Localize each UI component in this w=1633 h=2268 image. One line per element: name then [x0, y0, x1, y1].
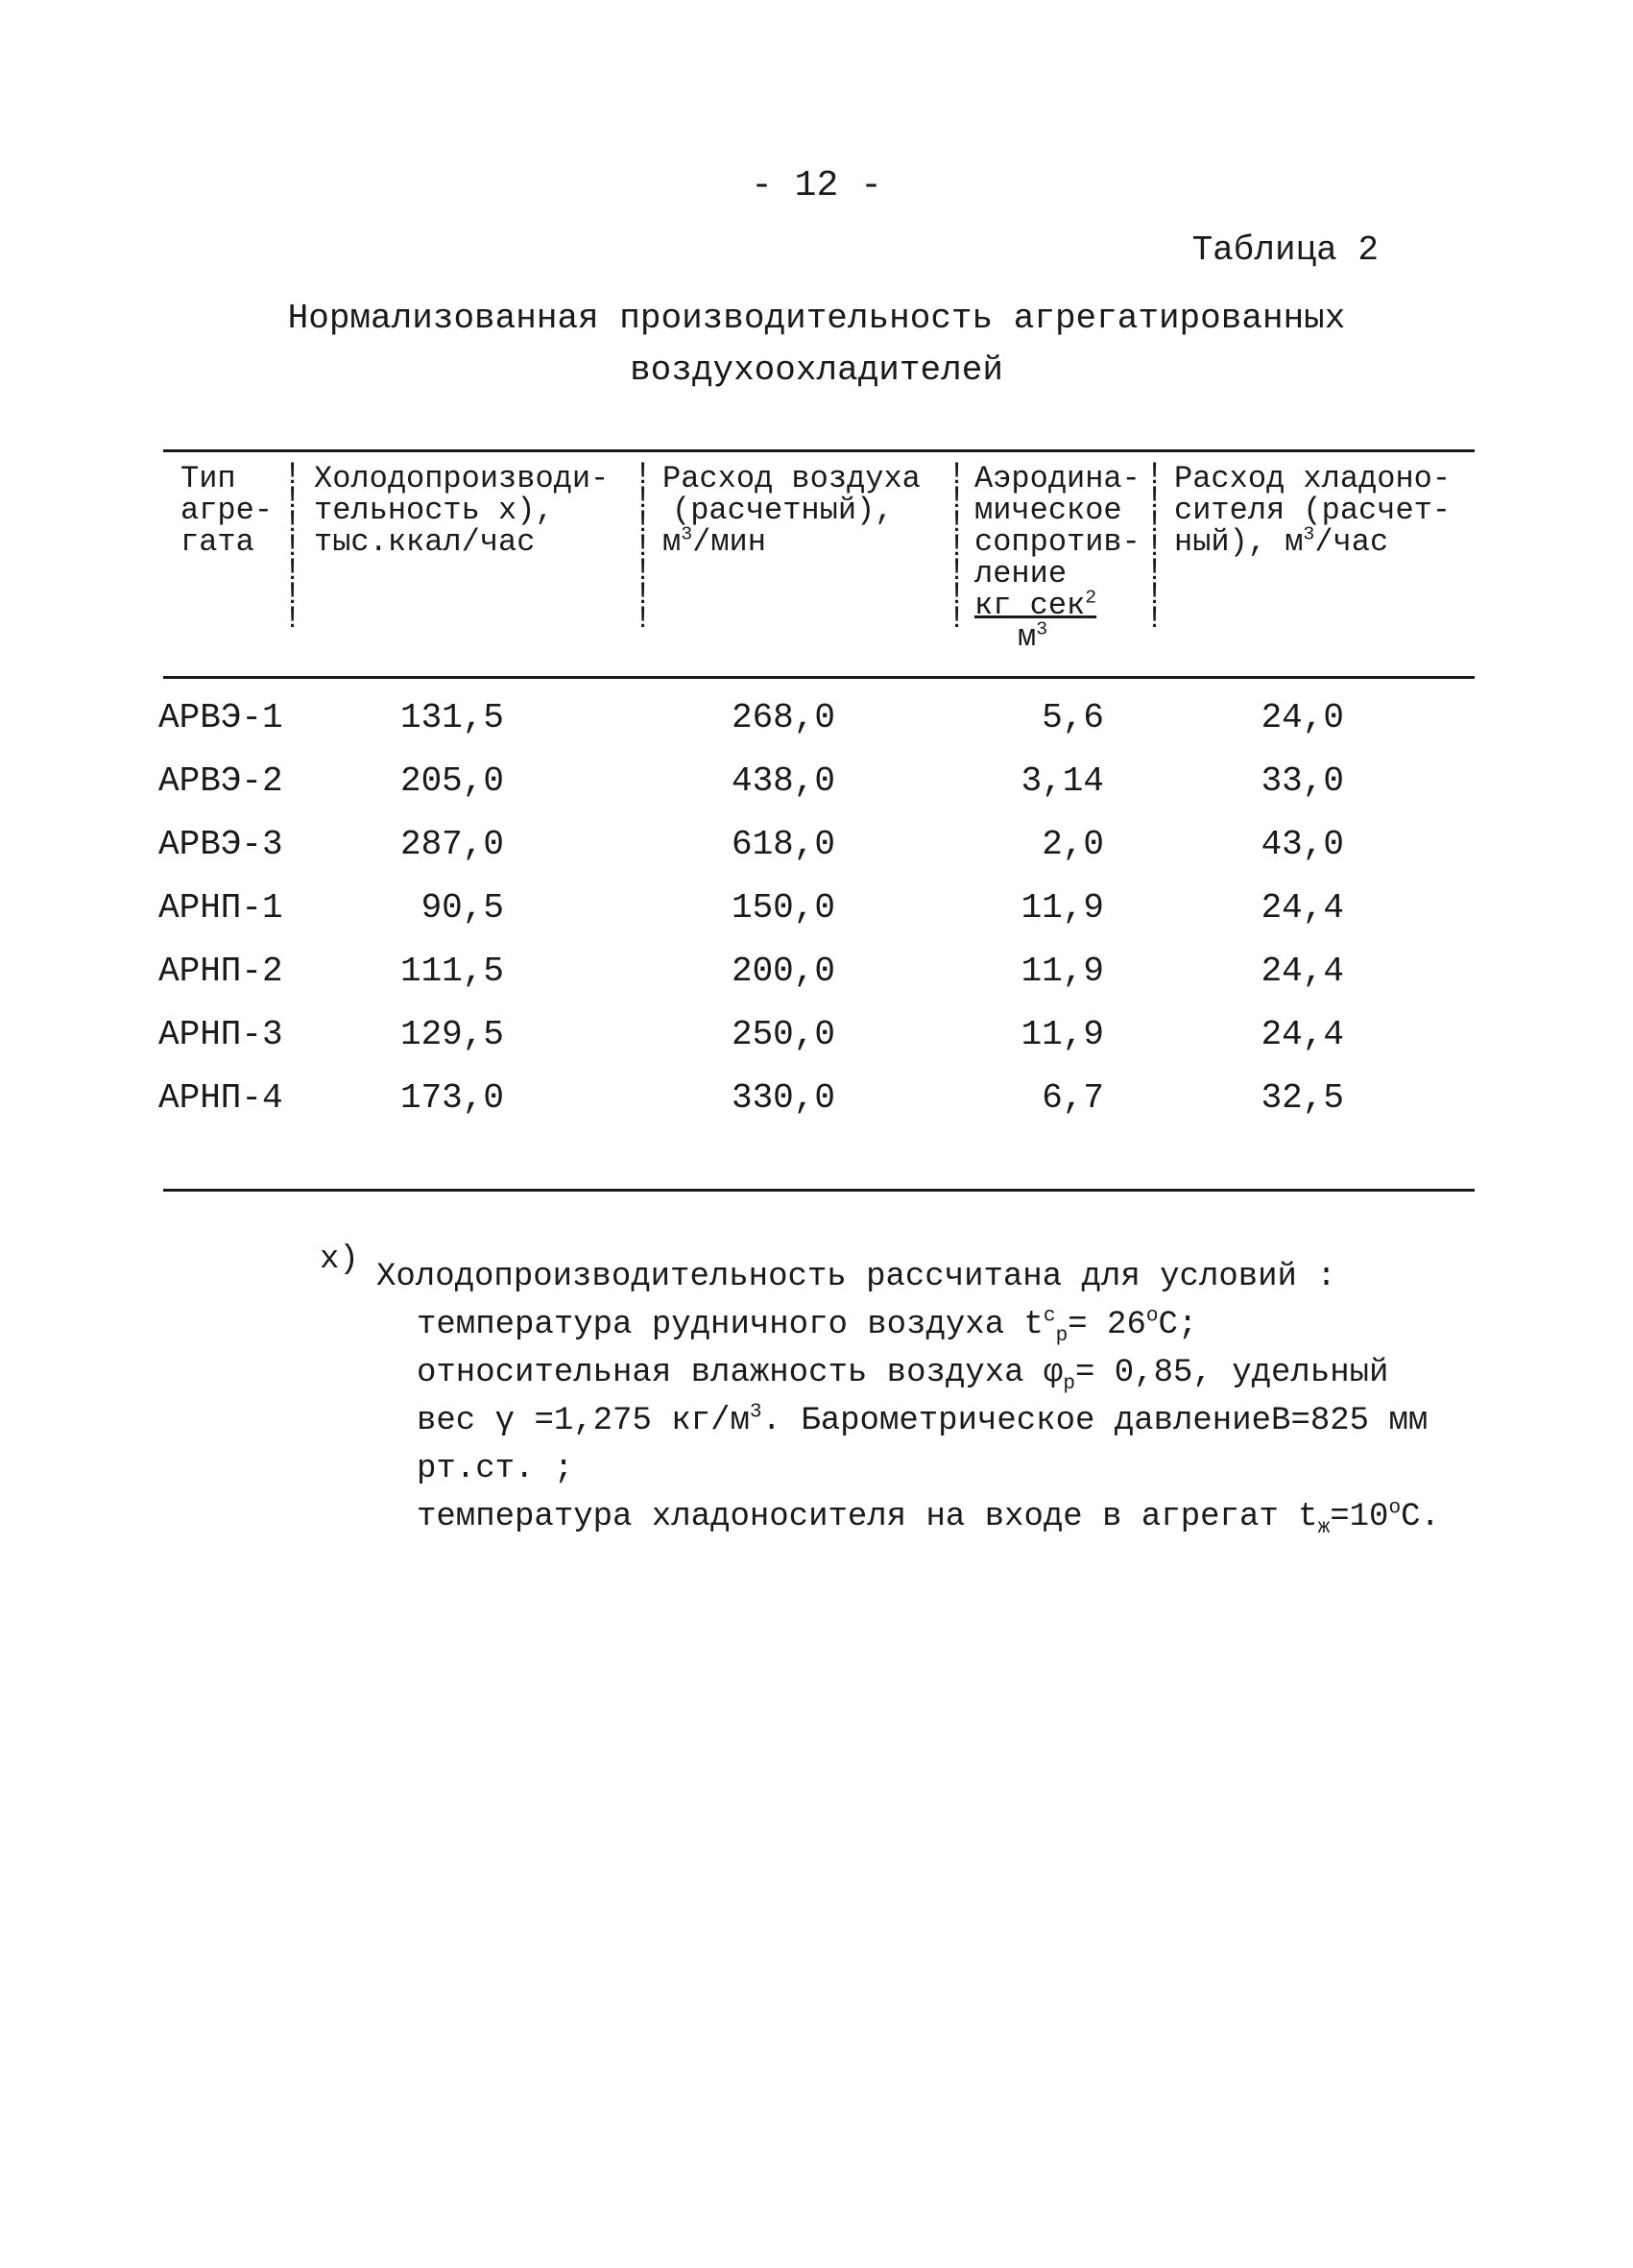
cell-air-flow: 268,0: [731, 698, 835, 737]
cell-cold-capacity: 129,5: [399, 1015, 504, 1054]
table-label: Таблица 2: [1191, 230, 1379, 270]
t-symbol: $t^с_р$: [1023, 1304, 1069, 1347]
footnote-line-3: относительная влажность воздуха $\varphi_р= 0,85$, удельный: [417, 1355, 1389, 1395]
cell-aero-resistance: 11,9: [1021, 952, 1104, 991]
cell-air-flow: 200,0: [731, 952, 835, 991]
cell-cold-capacity: 173,0: [399, 1078, 504, 1118]
header-type: Тип агре- гата: [180, 461, 274, 560]
table-bottom-rule: [163, 1189, 1475, 1192]
table-row: [0, 953, 1633, 991]
cell-type: АРНП-4: [158, 1078, 283, 1118]
cell-cold-capacity: 205,0: [399, 761, 504, 801]
cell-type: АРВЭ-1: [158, 698, 283, 737]
header-coolant-flow: Расход хладоно- сителя (расчет- ный), $м^3$/час: [1174, 461, 1452, 560]
cell-cold-capacity: 131,5: [399, 698, 504, 737]
cell-coolant-flow: 32,5: [1261, 1078, 1344, 1118]
table-top-rule: [163, 449, 1475, 452]
header-air-flow: Расход воздуха (расчетный), $м^3$/мин: [662, 461, 921, 560]
cell-coolant-flow: 24,0: [1261, 698, 1344, 737]
table-row: [0, 762, 1633, 801]
table-row: [0, 699, 1633, 737]
cell-type: АРНП-1: [158, 888, 283, 928]
table-row: [0, 1016, 1633, 1054]
table-header-rule: [163, 676, 1475, 679]
cell-aero-resistance: 11,9: [1021, 1015, 1104, 1054]
cell-type: АРНП-3: [158, 1015, 283, 1054]
b-symbol: В: [1271, 1403, 1291, 1439]
footnote-line-4: вес γ =1,275 $кг/м^3$. Барометрическое давлениеВ=825 мм: [417, 1400, 1429, 1439]
header-cold-capacity: Холодопроизводи- тельность х), тыс.ккал/час: [314, 461, 610, 560]
table-caption-line-1: Нормализованная производительность агрегатированных: [287, 299, 1346, 338]
phi-symbol: $\varphi_р$: [1043, 1355, 1075, 1395]
cell-coolant-flow: 24,4: [1261, 888, 1344, 928]
table-row: [0, 1079, 1633, 1118]
cell-coolant-flow: 24,4: [1261, 1015, 1344, 1054]
cell-type: АРВЭ-2: [158, 761, 283, 801]
cell-air-flow: 330,0: [731, 1078, 835, 1118]
table-row: [0, 826, 1633, 864]
page-number: - 12 -: [751, 165, 882, 206]
cell-cold-capacity: 287,0: [399, 825, 504, 864]
cell-air-flow: 438,0: [731, 761, 835, 801]
header-aero-resistance: Аэродина- мическое сопротив- ление кг сек$^2$ $м^3$: [974, 461, 1141, 655]
cell-type: АРНП-2: [158, 952, 283, 991]
cell-coolant-flow: 43,0: [1261, 825, 1344, 864]
t-coolant-symbol: $t_ж$: [1298, 1499, 1331, 1539]
cell-coolant-flow: 24,4: [1261, 952, 1344, 991]
cell-aero-resistance: 3,14: [1021, 761, 1104, 801]
cell-air-flow: 618,0: [731, 825, 835, 864]
column-separator: ! ! ! ! ! ! !: [634, 457, 653, 637]
table-caption-line-2: воздухоохладителей: [630, 350, 1003, 390]
cell-aero-resistance: 5,6: [1042, 698, 1104, 737]
column-separator: ! ! ! ! ! ! !: [948, 457, 967, 637]
cell-air-flow: 250,0: [731, 1015, 835, 1054]
cell-aero-resistance: 11,9: [1021, 888, 1104, 928]
footnote-line-5: рт.ст. ;: [417, 1451, 574, 1487]
cell-cold-capacity: 90,5: [420, 888, 504, 928]
cell-cold-capacity: 111,5: [399, 952, 504, 991]
cell-coolant-flow: 33,0: [1261, 761, 1344, 801]
column-separator: ! ! ! ! ! ! !: [1145, 457, 1165, 637]
cell-aero-resistance: 6,7: [1042, 1078, 1104, 1118]
cell-air-flow: 150,0: [731, 888, 835, 928]
footnote-line-6: температура хладоносителя на входе в агрегат $t_ж=10^оС$.: [417, 1496, 1440, 1539]
footnote-line-2: температура рудничного воздуха $t^с_р= 26^оС$;: [417, 1304, 1198, 1347]
footnote-marker: х): [320, 1242, 359, 1278]
cell-type: АРВЭ-3: [158, 825, 283, 864]
column-separator: ! ! ! ! ! ! !: [283, 457, 302, 637]
footnote-line-1: Холодопроизводительность рассчитана для условий :: [376, 1259, 1336, 1295]
table-row: [0, 889, 1633, 928]
cell-aero-resistance: 2,0: [1042, 825, 1104, 864]
gamma-symbol: γ: [494, 1403, 516, 1439]
